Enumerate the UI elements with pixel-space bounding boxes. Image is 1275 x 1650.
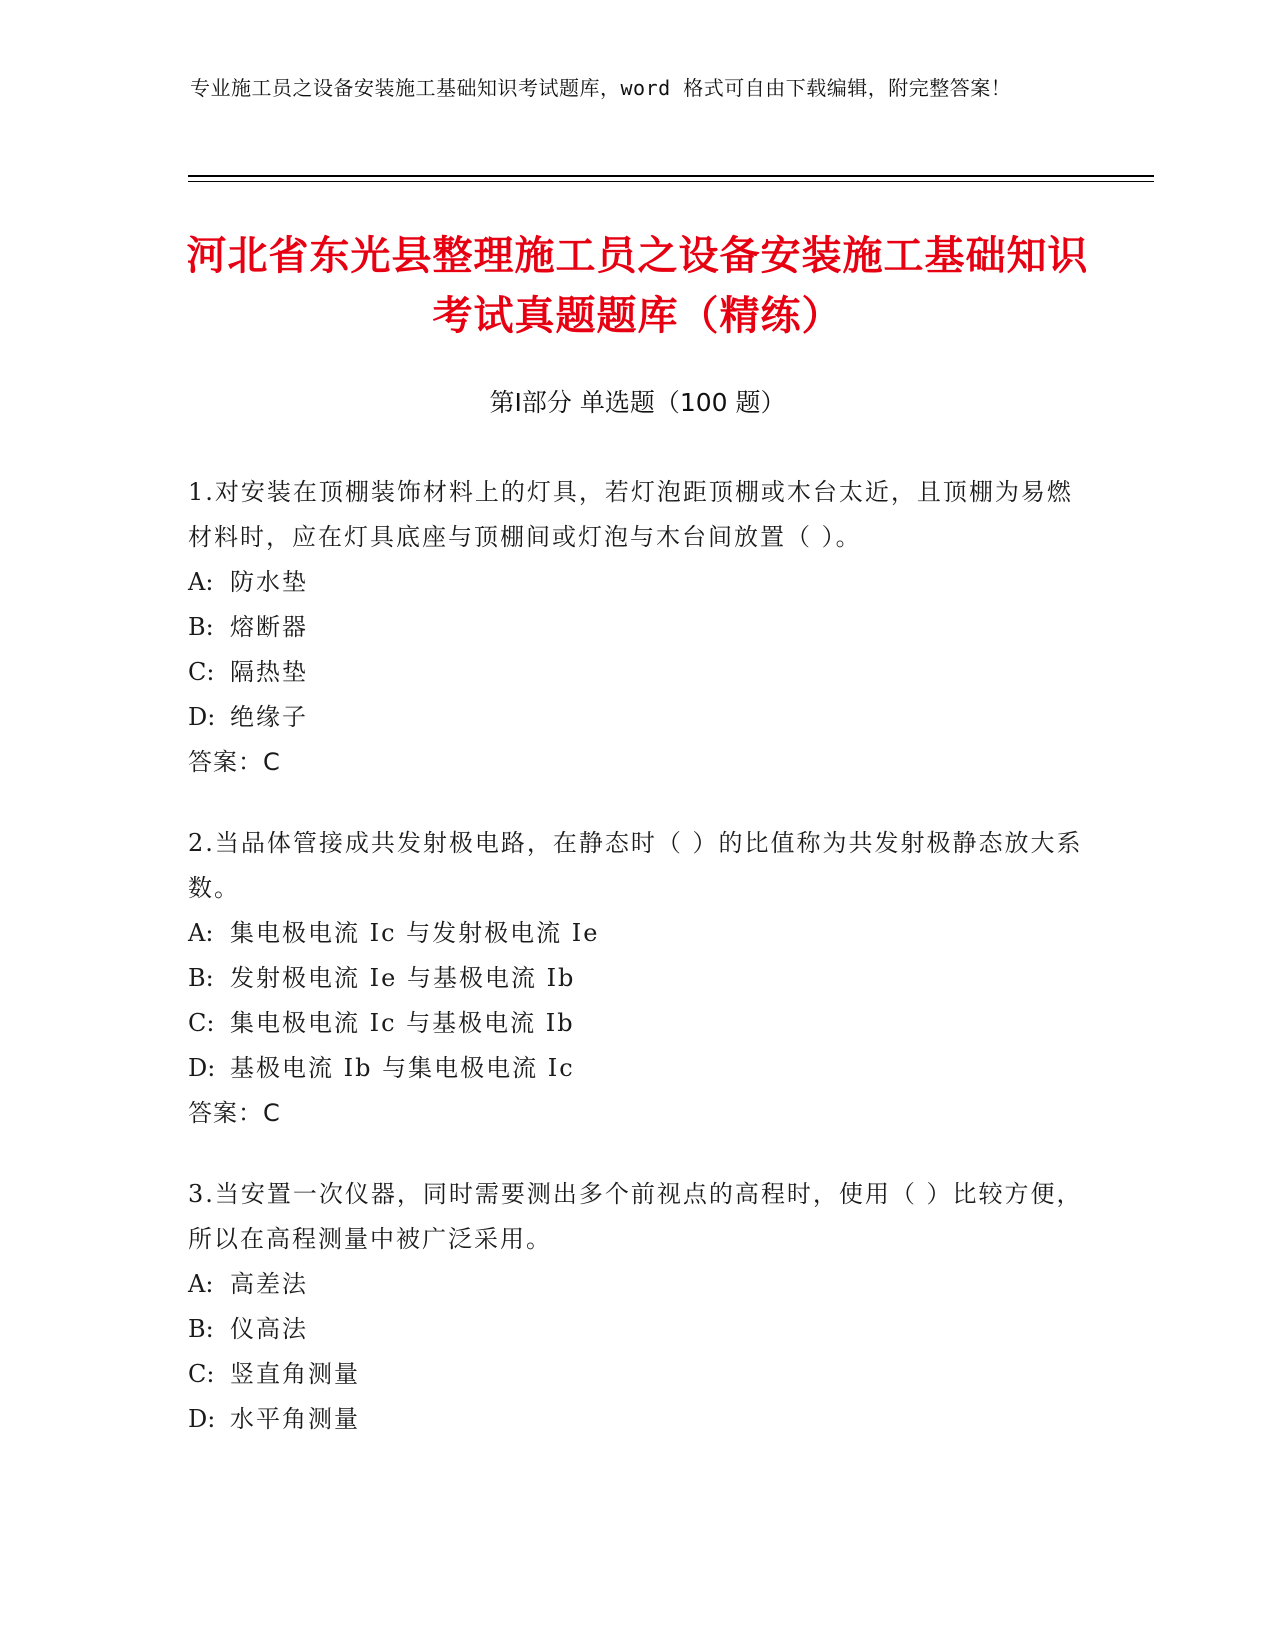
option-text: 竖直角测量 (230, 1360, 360, 1388)
option-b (188, 1307, 1088, 1352)
header-note: 专业施工员之设备安装施工基础知识考试题库，word 格式可自由下载编辑，附完整答案！ (190, 76, 1012, 100)
option-text: 隔热垫 (230, 658, 308, 686)
option-text: 熔断器 (230, 613, 308, 641)
option-text: 基极电流 Ib 与集电极电流 Ic (230, 1054, 575, 1082)
option-text: 水平角测量 (230, 1405, 360, 1433)
option-letter: A: (188, 568, 214, 596)
option-text: 发射极电流 Ie 与基极电流 Ib (230, 964, 576, 992)
question-stem: 1.对安装在顶棚装饰材料上的灯具，若灯泡距顶棚或木台太近，且顶棚为易燃材料时，应在灯具底座与顶棚间或灯泡与木台间放置（ ）。 (188, 478, 1073, 551)
option-letter: A: (188, 919, 214, 947)
option-b (188, 956, 1088, 1001)
option-letter: A: (188, 1270, 214, 1298)
question-stem: 3.当安置一次仪器，同时需要测出多个前视点的高程时，使用（ ）比较方便，所以在高程测量中被广泛采用。 (188, 1180, 1083, 1253)
option-text: 集电极电流 Ic 与发射极电流 Ie (230, 919, 600, 947)
header-divider-thin (188, 181, 1154, 182)
option-text: 高差法 (230, 1270, 308, 1298)
option-d (188, 695, 1088, 740)
option-c (188, 650, 1088, 695)
answer-line: 答案：C (188, 748, 281, 776)
option-letter: D: (188, 1405, 216, 1433)
option-letter: C: (188, 658, 215, 686)
option-text: 仪高法 (230, 1315, 308, 1343)
question-2 (188, 821, 1088, 1136)
option-letter: C: (188, 1360, 215, 1388)
option-b (188, 605, 1088, 650)
option-text: 集电极电流 Ic 与基极电流 Ib (230, 1009, 575, 1037)
header-divider-thick (188, 175, 1154, 177)
document-title: 河北省东光县整理施工员之设备安装施工基础知识考试真题题库（精练） (186, 233, 1089, 339)
question-list (188, 470, 1088, 1478)
option-letter: B: (188, 613, 214, 641)
option-letter: B: (188, 964, 214, 992)
option-d (188, 1397, 1088, 1442)
question-1 (188, 470, 1088, 785)
section-heading: 第Ⅰ部分 单选题（100 题） (489, 388, 786, 417)
option-letter: C: (188, 1009, 215, 1037)
option-letter: B: (188, 1315, 214, 1343)
option-a (188, 560, 1088, 605)
question-3 (188, 1172, 1088, 1442)
option-d (188, 1046, 1088, 1091)
answer-line: 答案：C (188, 1099, 281, 1127)
option-a (188, 1262, 1088, 1307)
option-letter: D: (188, 703, 216, 731)
question-stem: 2.当品体管接成共发射极电路，在静态时（ ）的比值称为共发射极静态放大系数。 (188, 829, 1083, 902)
option-text: 绝缘子 (230, 703, 308, 731)
option-c (188, 1352, 1088, 1397)
option-c (188, 1001, 1088, 1046)
option-a (188, 911, 1088, 956)
option-letter: D: (188, 1054, 216, 1082)
option-text: 防水垫 (230, 568, 308, 596)
